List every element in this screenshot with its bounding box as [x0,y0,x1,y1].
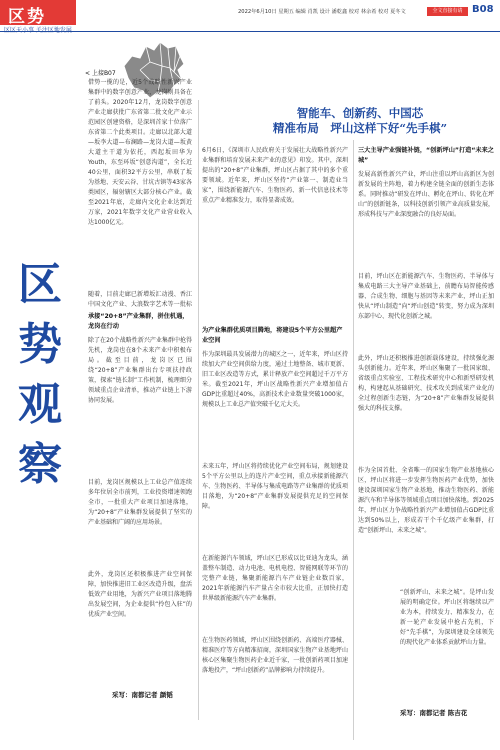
mid-heading: 为产业集群优质项目腾地，将建设5个平方公里超产业空间 [202,327,343,344]
column-divider [198,100,199,720]
section-subtitle [4,25,72,34]
page-number: B08 [472,4,494,15]
right-para5: “创新坪山、未来之城”。是坪山发展的明确定位。坪山区将继续以产业为本，持续发力、精准发力，在新一轮产业发展中抢占先机，下好“先手棋”，为深圳建设全球领先的现代化产业体系贡献坪山力量。 [400,589,494,646]
left-heading: 承接“20+8”产业集群，拼住机遇，龙岗在行动 [88,313,189,330]
mid-para1: 6月6日，《深圳市人民政府关于发展壮大战略性新兴产业集群和培育发展未来产业的意见》印发。其中，深圳提出的“20+8”产业集群，坪山区占据了其中的多个重要领域。近年来，坪山区坚持“产业第一、制造业当家”，围绕新能源汽车、生物医药、新一代信息技术等重点产业精准发力，取得显著成效。 [202,147,348,204]
page-header [0,0,500,34]
section-title: 区势 [8,7,46,27]
continued-label: < 上接B07 [85,70,116,77]
headline-line2: 精准布局 坪山这样下好“先手棋” [272,121,448,135]
mid-para3: 未来五年，坪山区将持续优化产业空间布局，规划建设5个平方公里以上的连片产业空间，重点承接新能源汽车、生物医药、半导体与集成电路等产业集群的优质项目落地，为“20+8”产业集群发展提供充足的空间保障。 [202,463,348,510]
header-rule [0,31,500,32]
headline-line1: 智能车、创新药、中国芯 [296,106,424,120]
right-heading: 三大主导产业强链补链，“创新坪山”打造“未来之城” [358,147,494,164]
left-intro: 借势一揽的是，近5个战略性新兴产业集群中的数字创意产业，龙岗则具备在了前头。2020年12月，龙岗数字创意产业走廊获批广东省第二批文化产业示范园区创建资格，是深圳首家十位落广东省第二个此类项目。走廊以北部大道—坂李大道—布澜路—龙岗大道—坂黄大道主干道为依托，西起坂田华为Youth，东至环坂“创意沟道”，全长近40公里，面积32平方公里，串联了坂为基地、天安云谷、甘坑古镇等43家各类园区，辐射辖区大部分核心产业。截至2021年底，走廊内文化企业达到近万家，2021年数字文化产业营业收入达1000亿元。 [88,79,192,226]
right-author: 采写：南都记者 陈吉花 [400,709,468,717]
left-para2: 随着，目前走廊已新增坂汇动漫、香江中国文化产业、大浪数字艺术等一批标 [88,291,192,308]
continued-label-text: 上接B07 [91,70,116,77]
main-headline [265,106,455,136]
red-tag: 全文直接有请 [427,7,468,16]
mid-para2: 作为深圳最具发展潜力的城区之一，近年来，坪山区持续加大产业空间供给力度，通过土地整备、城市更新、旧工业区改造等方式，累计释放产业空间超过千万平方米。截至2021年，坪山区战略性新兴产业增加值占GDP比重超过40%，高新技术企业数量突破1000家，规模以上工业总产值突破千亿元大关。 [202,351,348,408]
issue-meta: 2022年6月10日 星期五 编辑 肖凯 设计 潘乾鑫 校对 林余希 校对 夏冬文 [238,9,406,15]
right-para4: 作为全国首批、全省唯一的国家生物产业基地核心区，坪山区将进一步发挥生物医药产业优势，加快建设深圳国家生物产业基地，推动生物医药、新能源汽车和半导体等领域重点项目加快落地。到2025年，坪山区力争战略性新兴产业增加值占GDP比重达到50%以上，形成若干个千亿级产业集群，打造“创新坪山、未来之城”。 [358,467,494,534]
mid-para5: 在生物医药领域，坪山区围绕创新药、高端医疗器械、精准医疗等方向精准招商，深圳国家生物产业基地坪山核心区集聚生物医药企业近千家，一批创新药项目加速落地投产，“坪山创新药”品牌影响力持续提升。 [202,637,348,674]
right-para1: 发展高新性新兴产业，坪山注重以坪山高新区为创新发展的主阵地，着力构建全链全面的创新生态体系。同时推动“研发在坪山、孵化在坪山、转化在坪山”的创新链条，以科技创新引领产业高质量发展，形成科技与产业深度融合的良好局面。 [358,171,494,218]
left-para5: 此外，龙岗区还积极推进产业空间保障，加快推进旧工业区改造升级，盘活低效产业用地，为新兴产业项目落地腾出发展空间，为企业提供“拎包入驻”的优质产业空间。 [88,571,192,618]
left-para3: 除了在20个战略性新兴产业集群中抢得先机，龙岗也在8个未来产业中积极布局。截至目前，龙岗区已围绕“20+8”产业集群出台专项扶持政策，探索“链长制”工作机制，梳理细分领域重点企业清单，推动产业链上下游协同发展。 [88,337,192,404]
column-divider-2 [353,140,354,740]
left-para4: 目前，龙岗区规模以上工业总产值连续多年位居全市前列，工业投资增速领跑全市，一批重大产业项目加速落地，为“20+8”产业集群发展提供了坚实的产业基础和广阔的应用场景。 [88,479,192,526]
side-title: 区势观察 [18,259,62,490]
right-para3: 此外，坪山还积极推进创新载体建设，持续强化源头创新能力。近年来，坪山区集聚了一批国家级、省级重点实验室、工程技术研究中心和新型研发机构，构建起从基础研究、技术攻关到成果产业化的全过程创新生态链，为“20+8”产业集群发展提供强大的科技支撑。 [358,355,494,412]
left-author: 采写：南都记者 颜韬 [112,691,173,699]
mid-para4: 在新能源汽车领域，坪山区已形成以比亚迪为龙头，涵盖整车制造、动力电池、电机电控、智能网联等环节的完整产业链，集聚新能源汽车产业链企业数百家，2021年新能源汽车产量占全市较大比重，正加快打造世界级新能源汽车产业集群。 [202,555,348,602]
section-banner [0,0,76,25]
right-para2: 目前，坪山区在新能源汽车、生物医药、半导体与集成电路三大主导产业基础上，前瞻布局智能传感器、合成生物、细胞与基因等未来产业，坪山正加快从“坪山制造”向“坪山创造”转变，努力成为深圳东部中心、现代化创新之城。 [358,273,494,320]
